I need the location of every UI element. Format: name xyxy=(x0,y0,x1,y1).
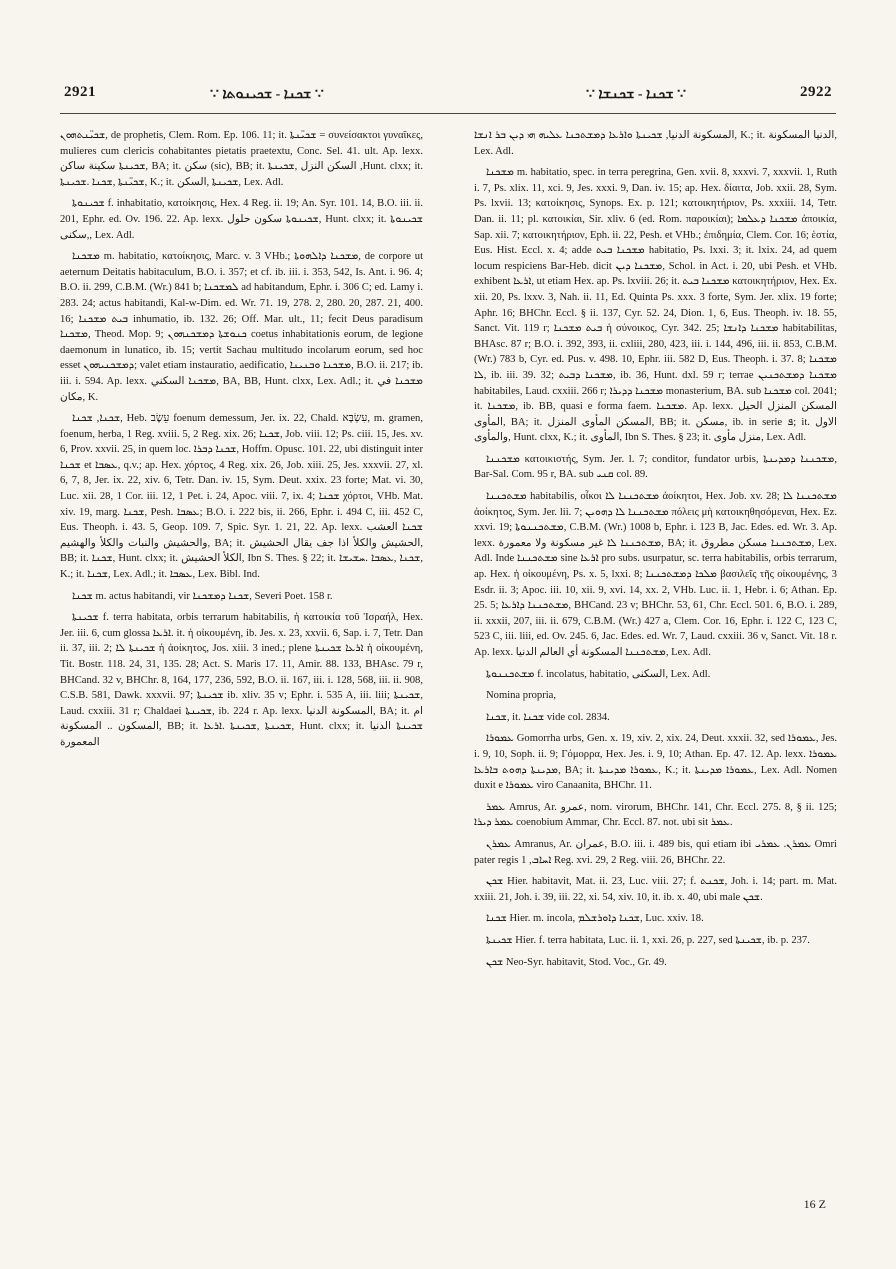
entry-paragraph: ܫܟܝ̈ܢܬܗܘܢ, de prophetis, Clem. Rom. Ep. 106. 11; it. ܫܟܝ̈ܢܬܐ = συνείσακτοι γυναῖκες, mulieres cum clericis cohabitantes pietatis praetextu, Conc. Sel. 41. ult. Ap. lexx. ܫܟܝܢܬܐ سكينة ساكن, BA; it. سكن (sic), BB; it. السكن النزل ,ܫܟܝܢܬܐ ,Hunt. clxx; it. ܫܟܝ̈ܢܬܐ ,ܫܟܢܐ .ܫܟܝܢܬܐ, K.; it. ܫܟܝܢܬܐ ,السكن, Lex. Adl. xyxy=(60,130,424,188)
page-header xyxy=(60,84,836,110)
right-running-head: ∵ ܫܟܢܐ - ܫܟܢܫܐ ∵ xyxy=(586,87,686,102)
entry-paragraph: ܫܟܝܢܬܐ f. terra habitata, orbis terrarum habitabilis, ἡ κατοικία τοῦ Ἰσραήλ, Hex. Jer. iii. 6, cum glossa ܐܪܥܐ. it. ἡ οἰκουμένη, ib. Jes. x. 23, xxvii. 6, Sap. i. 7, Tetr. Dan ii. 37, iii. 2; ܫܟܝܢܬܐ ܠܐ ἡ ἀοίκητος, Jos. xiii. 3 ined.; plene ܐܪܥܐ ܫܟܝܢܬܐ ἡ οἰκουμένη, Tit. Bostr. 118. 24, 31, 135. 28; Act. S. Maris 17. 11, Amir. 88. 133, BHAsc. 79 r, BHCand. 32 v, BHChr. 8, 164, 177, 236, 592, B.O. ii. 167, iii. i. 128, 568, iii. ii. 908, C.S.B. 581, Dawk. xxxvii. 97; ܫܟܝܢܬܐ ib. xliv. 35 v; Ephr. i. 535 A, iii. liii; ܫܟܝܢܬܐ, Laud. cxxiii. 31 r; Chaldaei ܫܟܝܢܬܐ, ib. 224 r. Ap. lexx. المسكونة الدنيا, BA; it. ام المسكون .. المسكونة, BB; it. ܫܟܝܢܬܐ ,ܫܟܝܢܬܐ .ܐܪܥܐ, Hunt. clxx; it. ܫܟܝܢܬܐ الدنيا المعمورة xyxy=(60,612,424,748)
entry-paragraph: ܡܫܟܢܐ m. habitatio, κατοίκησις, Marc. v. 3 VHb.; ܡܫܟܢܐ ܕܐܠܗܘܬܐ, de corpore ut aeternum Deitatis habitaculum, B.O. i. 357; et cf. ib. iii. i. 353, 542, Is. Ant. i. 96. 4; B.O. ii. 299, C.B.M. (Wr.) 841 b; ܠܡܫܟܢܐ ad habitandum, Ephr. i. 306 C; ed. Lamy i. 283. 24; actus habitandi, Kal-w-Dim. ed. Wr. 71. 19, 278. 2, 280. 20, 287. 21, 400. 16; ܒܝܬ ܡܫܟܢܐ inhumatio, ib. 132. 26; Off. Mar. ult., 11; fecit Deus paradisum ܡܫܟܢܐ, Theod. Mop. 9; ܟܢܘܫܬܐ ܕܡܫܟܢܗܘܢ coetus inhabitationis eorum, de legione daemonum in lunatico, ib. 15; vertit Sachau multitudo incolarum eorum, sed hoc esset ܕܡܫܟܢܝܗܘܢ; valet etiam instauratio, aedificatio, ܡܫܟܢܐ ܘܒܢܝܢܐ, B.O. ii. 217; ib. iii. i. 594. Ap. lexx. ܡܫܟܢܐ السكني, BA, BB, Hunt. clxx, Lex. Adl.; it. ܡܫܟܢܐ في مكان, K. xyxy=(60,251,424,403)
right-page-number: 2922 xyxy=(800,84,832,100)
entry-paragraph: ܫܟܝܢܘܬܐ f. inhabitatio, κατοίκησις, Hex. 4 Reg. ii. 19; An. Syr. 101. 14, B.O. iii. ii. 201, Ephr. ed. Ov. 196. 22. Ap. lexx. ܫܟܝܢܘܬܐ سكون حلول, Hunt. clxx; it. ܫܟܝܢܘܬܐ ,سكنى, Lex. Adl. xyxy=(60,198,423,241)
left-running-head: ∵ ܫܟܢܐ - ܫܟܝܢܘܬܐ ∵ xyxy=(210,87,324,102)
entry-paragraph: ܥܡܪ Amrus, Ar. عمرو, nom. virorum, BHChr. 141, Chr. Eccl. 275. 8, § ii. 125; ܥܡܪ ܕܝܪܐ coenobium Ammar, Chr. Eccl. 87. not. ubi sit ܥܡܪ. xyxy=(474,801,837,829)
section-heading: Nomina propria, xyxy=(486,690,557,702)
entry-paragraph: ܥܡܘܪܐ Gomorrha urbs, Gen. x. 19, xiv. 2, xix. 24, Deut. xxxii. 32, sed ܥܡܘܪܐ, Jes. i. 9, 10, Soph. ii. 9; Γόμορρα, Hex. Jes. i. 9, 10; Athan. Ep. 47. 12. Ap. lexx. ܥܡܘܪܐ ܡܕܝܢܬܐ ܕܗܘܬ ܒܐܪܥܐ, BA; it. ܥܡܘܪܐ ܡܕܝܢܬܐ, K.; it. ܥܡܘܪܐ ܡܕܝܢܬܐ, Lex. Adl. Nomen duxit e ܥܡܘܪܐ viro Canaanita, BHChr. 11. xyxy=(474,733,838,792)
signature-mark: 16 Z xyxy=(803,1197,826,1211)
entry-paragraph: ܫܟܢܐ Hier. m. incola, ܫܟܢܐ ܕܐܘܪܫܠܡ, Luc. xxiv. 18. xyxy=(486,913,704,925)
entry-paragraph: المسكونة الدنيا, ܫܟܝܢܬܐ ܘܐܪܥܐ ܕܡܫܬܟܢܐ ܥܠܝܗ ܗܝ ܕܝܢ ܒܪ ܐܢܫܐ, K.; it. الدنيا المسكونة, Lex. Adl. xyxy=(474,130,838,157)
entry-paragraph: ܫܟܢܐ, it. ܫܟܢܐ vide col. 2834. xyxy=(486,711,610,723)
entry-paragraph: ܥܡܪܢ Amranus, Ar. عمران, B.O. iii. i. 489 bis, qui etiam ibi ܥܡܪܢ. ܥܡܪܝ Omri pater regis ܐܚܐܒ, 1 Reg. xvi. 29, 2 Reg. viii. 26, BHChr. 22. xyxy=(474,838,837,866)
entry-paragraph: ܫܟܢܐ, ܫܟܢܐ, Heb. עֵשֶׂב foenum demessum, Jer. ix. 22, Chald. עִשְׂבָּא, m. gramen, foenum, herba, 1 Reg. xviii. 5, 2 Reg. xix. 26; ܫܟܢܐ, Job. viii. 12; Ps. ciii. 15, Jes. xv. 6, Prov. xxvii. 25, in quem loc. ܫܟܢܐ ܕܒܪܐ, Hoffm. Opusc. 101. 22, ubi distinguit inter ܫܟܢܐ et ܥܣܒܐ, q.v.; ap. Hex. χόρτος, 4 Reg. xix. 26, Job. xiii. 25, Jes. xxxvii. 27, xl. 6, 7, 8, Jer. ix. 22, xiv. 6, Tetr. Dan. iv. 15, Sym. Deut. xxix. 23 forte; Mat. vi. 30, Luc. xii. 28, 1 Cor. iii. 12, 1 Pet. i. 24, Apoc. viii. 7, ix. 4; ܫܟܢܐ χόρτοι, VHb. Mat. xiv. 19, marg. ܫܟܢܐ, Pesh. ܥܣܒܐ; B.O. i. 222 bis, ii. 266, Ephr. i. 494 C, iii. 452 C, Eus. Theoph. i. 43. 5, Geop. 109. 7, Spic. Syr. 1. 21, 22. Ap. lexx. ܫܟܢܐ العشب والحشيش والنبات والكلأ والهشيم, BA; it. الحشيش والكلأ اذا جف يقال الحشيش, BB; it. ܫܟܢܐ, Hunt. clxx; it. الكلأ الحشيش, Ibn S. Thes. § 22; it. ܫܟܢܐ ,ܥܣܒܐ .ܚܫܝܫܐ, K.; it. ܫܟܢܐ, Lex. Adl.; it. ܥܣܒܐ, Lex. Bibl. Ind. xyxy=(60,413,424,581)
entry-paragraph: ܫܟܢܐ m. actus habitandi, vir ܫܟܢܐ ܕܡܫܟܢܐ, Severi Poet. 158 r. xyxy=(72,590,333,602)
entry-paragraph: ܡܫܬܟܢܢܘܬܐ f. incolatus, habitatio, السكنى, Lex. Adl. xyxy=(486,668,711,680)
left-page-number: 2921 xyxy=(64,84,96,100)
entry-paragraph: ܡܫܬܟܢܢܐ habitabilis, οἶκοι ܡܫܬܟܢܢܐ ܠܐ ἀοίκητοι, Hex. Job. xv. 28; ܡܫܬܟܢܢܐ ܠܐ ἀοίκητος, Sym. Jer. lii. 7; ܡܫܬܟܢܢܐ ܠܐ ܕܗܘܝܢ πόλεις μὴ κατοικηθησόμεναι, Hex. Ez. xxvi. 19; ܡܫܬܟܢܢܘܬܐ, C.B.M. (Wr.) 1008 b, Ephr. i. 123 B, Jac. Edes. ed. Wr. 3. Ap. lexx. ܡܫܬܟܢܢܐ ܠܐ غير مسكونة ولا معمورة, BA; it. ܡܫܬܟܢܢܐ مسكن مطروق, Lex. Adl. Inde ܡܫܬܟܢܢܐ sine ܐܪܥܐ pro subs. usurpatur, sc. terra habitabilis, orbis terrarum, ap. Hex. ἡ οἰκουμένη, Ps. x. 5, lxxi. 8; ܡܠܟܐ ܕܡܫܬܟܢܢܐ βασιλεῖς τῆς οἰκουμένης, 3 Esdr. ii. 3; Apoc. iii. 10, xii. 9, xvi. 14, xx. 2, VHb. Luc. ii. 1, Hebr. i. 6; Athan. Ep. 25. 5; ܡܫܬܟܢܢܐ ܕܐܪܥܐ, BHCand. 23 v; BHChr. 53, 61, Chr. Eccl. 501. 6, B.O. i. 289, ii. xxxii, 207, iii. ii. 679, C.B.M. (Wr.) 427 a, Clem. Cor. 16, Ephr. i. 122 C, 123 C, 523 C, iii. liii, ed. Ov. 245. 6, Jac. Edes. ed. Wr. 7, Laud. cxxiii. 36 v, Sanct. Vit. 18 r. Ap. lexx. ܡܫܬܟܢܢܐ المسكونة أي العالم الدنيا, Lex. Adl. xyxy=(474,491,838,658)
right-column xyxy=(474,128,837,976)
entry-paragraph: ܫܟܢ Hier. habitavit, Mat. ii. 23, Luc. viii. 27; f. ܫܟܢܬ, Joh. i. 14; part. m. Mat. xxiii. 21, Joh. i. 39, iii. 22, xi. 54, xiv. 10, it. ib. x. 40, ubi male ܫܟܢ. xyxy=(474,876,837,903)
left-column xyxy=(60,128,423,757)
entry-paragraph: ܫܟܢ Neo-Syr. habitavit, Stod. Voc., Gr. 49. xyxy=(486,956,667,968)
entry-paragraph: ܡܫܟܢܢܐ κατοικιστής, Sym. Jer. l. 7; conditor, fundator urbis, ܡܫܟܢܢܐ ܕܡܕܝܢܬܐ, Bar-Sal. Com. 95 r, BA. sub ܩܢܝ col. 89. xyxy=(474,453,837,481)
header-rule xyxy=(60,113,836,114)
entry-paragraph: ܡܫܟܢܐ m. habitatio, spec. in terra peregrina, Gen. xvii. 8, xxxvi. 7, xxxvii. 1, Ruth i. 7, Ps. xlix. 11, xci. 9, Jes. xxxi. 9, Dan. iv. 15; ap. Hex. δίαιτα, Job. xxii. 28, Sym. Ps. lxvii. 13; κατοίκησις, Synops. Ex. p. 121; κατοικητήριον, Ps. xxxiii. 14, Tetr. Dan. ii. 11; pl. κατοικίαι, Sir. xliv. 6 (ed. Rom. παροικίαι); ܡܫܟܢܐ ܕܥܠܡܐ ἀποικία, Sap. xii. 7; κατοικητήριον, Eph. ii. 22, Pesh. et VHb.; ἐπιδημία, Clem. Cor. 16; ἑστία, Eus. Hist. Eccl. x. 4; adde ܡܫܟܢܐ ܒܝܬ habitatio, Ps. lxxi. 3; it. lxix. 24, ad quem locum respiciens Bar-Heb. dicit ܡܫܟܢܐ ܕܝܢ, Schol. in Act. i. 20, ubi Pesh. et VHb. exhibent ܐܪܥܐ, ut etiam Hex. ap. Ps. lxviii. 26; it. ܡܫܟܢܐ ܒܝܬ κατοικητήριον, Hex. Ex. xii. 20, Ps. lxxv. 3, Nah. ii. 11, Ed. Quinta Ps. xxx. 3 forte, Sym. Jer. xlix. 19 forte; Aphr. 16; BHChr. Eccl. § ii. 137, Cyr. 52. 24, Dion. 1, 6, Eus. Theoph. iv. 18. 55, Sanct. Vit. 119 r; ܒܝܬ ܡܫܟܢܐ ἡ σύνοικος, Cyr. 342. 25; ܡܫܟܢܐ ܕܐܢܫܐ habitabilitas, BHAsc. 87 r; B.O. i. 392, 393, ii. cxliii, 280, 423, iii. i. 144, 496, iii. ii. 853, C.B.M. (Wr.) 783 b, Cyr. ed. Pus. v. 498. 10, Ephr. iii. 582 D, Eus. Theoph. i. 37. 8; ܡܫܟܢܐ ܠܐ, ib. iii. 39. 32; ܡܫܟܢܐ ܕܒܝܬ, ib. 36, Hunt. dxl. 59 r; terrae ܡܫܟܢܐ ܕܡܫܬܟܢܝܢ habitabiles, Laud. cxxiii. 266 r; ܡܫܟܢܐ ܕܕܝܪܐ monasterium, BA. sub ܡܫܟܢܐ col. 2041; it. ܡܫܟܢܐ, ib. BB, quasi e forma faem. ܡܫܟܢܐ. Ap. lexx. المسكن المنزل الحيل المأوى, BA; it. المسكن المأوى المنزل, BB; it. مسكن, ib. in serie ܦ; it. الاول والمأوى, Hunt. clxx, K.; it. المأوى, Ibn S. Thes. § 23; it. منزل مأوى, Lex. Adl. xyxy=(474,167,838,444)
entry-paragraph: ܫܟܝܢܬܐ Hier. f. terra habitata, Luc. ii. 1, xxi. 26, p. 227, sed ܫܟܝܢܬܐ, ib. p. 237. xyxy=(486,934,810,946)
